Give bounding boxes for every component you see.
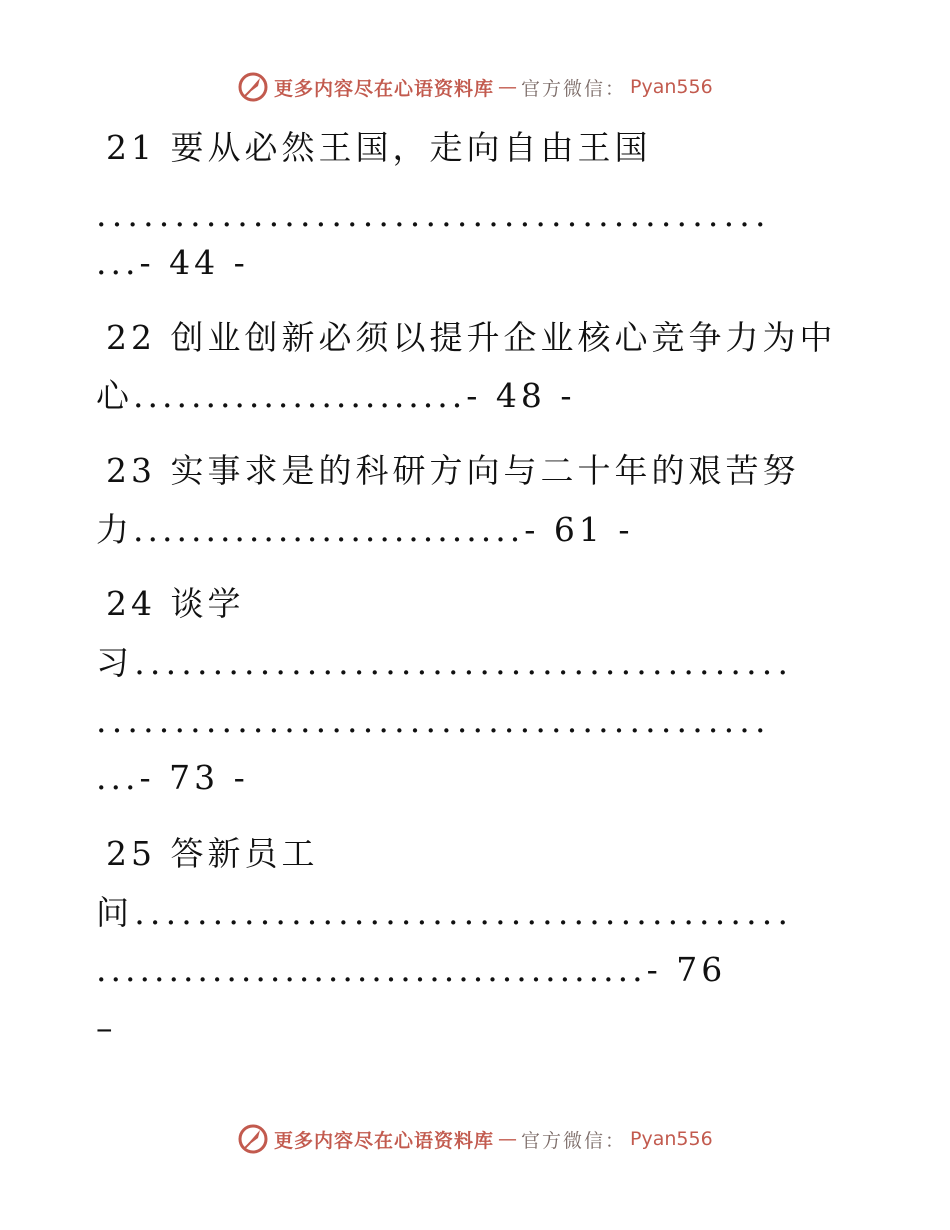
toc-page: 力...........................- 61 -	[96, 510, 634, 549]
toc-entry-title[interactable]: 23 实事求是的科研方向与二十年的艰苦努	[106, 451, 800, 490]
toc-page: 心.......................- 48 -	[96, 376, 576, 415]
brand-separator: —	[498, 1128, 518, 1150]
wechat-label: 官方微信：	[521, 77, 627, 100]
toc-leader: ...........................................	[96, 701, 771, 740]
brand-name: 更多内容尽在心语资料库	[274, 1129, 495, 1152]
quill-logo-icon	[236, 1122, 270, 1156]
header-watermark	[236, 70, 713, 104]
toc-page: ...- 44 -	[96, 243, 249, 282]
toc-leader: 问..........................................	[96, 893, 794, 932]
brand-name: 更多内容尽在心语资料库	[274, 77, 495, 100]
wechat-label: 官方微信：	[521, 1129, 627, 1152]
toc-page: ......................................- 76	[96, 950, 727, 989]
toc-entry-title[interactable]: 25 答新员工	[106, 834, 319, 873]
wechat-id: Pyan556	[630, 1128, 713, 1150]
toc-leader: ...........................................	[96, 195, 771, 234]
footer-watermark	[236, 1122, 713, 1156]
toc-leader: 习..........................................	[96, 643, 794, 682]
toc-entry-title[interactable]: 24 谈学	[106, 584, 245, 623]
wechat-id: Pyan556	[630, 76, 713, 98]
toc-page: ...- 73 -	[96, 758, 249, 797]
brand-separator: —	[498, 76, 518, 98]
toc-entry-title[interactable]: 21 要从必然王国，走向自由王国	[106, 128, 652, 167]
toc-entry-title[interactable]: 22 创业创新必须以提升企业核心竞争力为中	[106, 318, 837, 357]
toc-page-tail: –	[96, 1008, 117, 1047]
quill-logo-icon	[236, 70, 270, 104]
